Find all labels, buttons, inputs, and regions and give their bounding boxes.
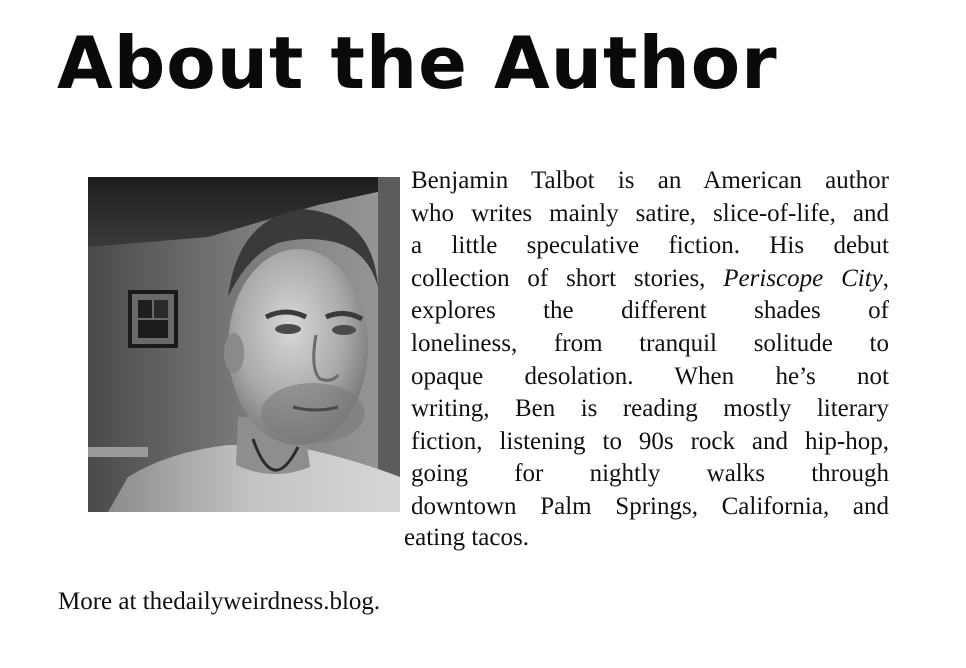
bio-text: collection of short stories,	[411, 264, 706, 292]
bio-line: loneliness, from tranquil solitude to	[411, 329, 889, 357]
more-info-link-text: More at thedailyweirdness.blog.	[58, 588, 381, 615]
bio-line-with-book-title	[411, 263, 889, 296]
page-title: About the Author	[57, 21, 778, 105]
bio-line: explores the different shades of	[411, 297, 889, 325]
bio-line: downtown Palm Springs, California, and	[411, 492, 889, 520]
bio-last-line: eating tacos.	[404, 524, 529, 551]
bio-line: a little speculative fiction. His debut	[411, 232, 889, 260]
bio-line: who writes mainly satire, slice-of-life, and	[411, 199, 889, 227]
book-title: Periscope City	[723, 264, 883, 292]
bio-line: going for nightly walks through	[411, 460, 889, 488]
bio-line: writing, Ben is reading mostly literary	[411, 395, 889, 423]
bio-line: Benjamin Talbot is an American author	[411, 167, 889, 194]
bio-line: fiction, listening to 90s rock and hip-hop,	[411, 427, 889, 455]
bio-text: ,	[882, 264, 889, 292]
bio-line: opaque desolation. When he’s not	[411, 362, 889, 390]
author-photo	[88, 177, 400, 512]
author-bio	[411, 165, 889, 524]
